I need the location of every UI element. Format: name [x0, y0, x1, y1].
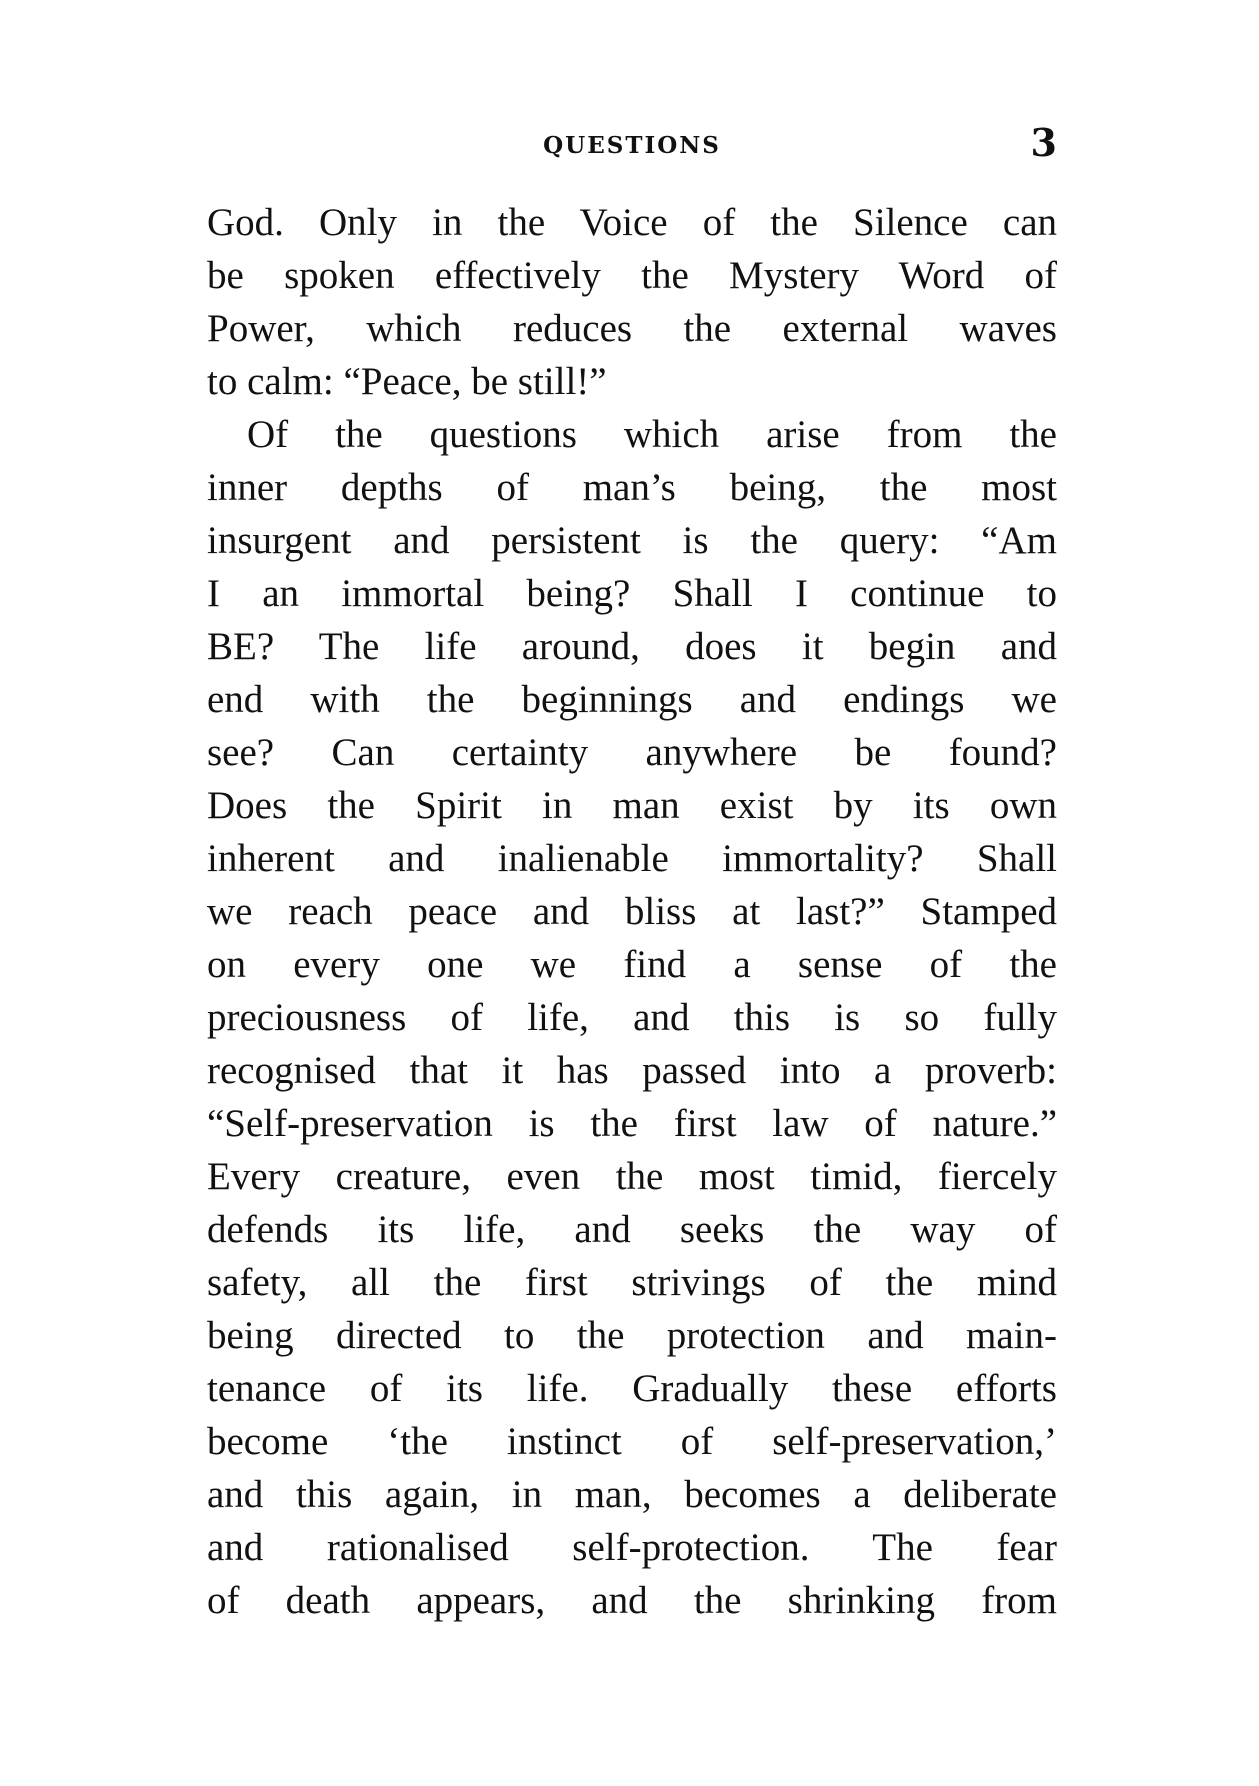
text-line: “Self-preservation is the first law of nature.”	[207, 1102, 1057, 1145]
text-line: God. Only in the Voice of the Silence can	[207, 201, 1057, 244]
page-header	[207, 118, 1057, 178]
text-line: of death appears, and the shrinking from	[207, 1579, 1057, 1622]
paragraph-start-line: Of the questions which arise from the	[247, 413, 1057, 456]
text-line: Every creature, even the most timid, fiercely	[207, 1155, 1057, 1198]
text-line: BE? The life around, does it begin and	[207, 625, 1057, 668]
text-line: we reach peace and bliss at last?” Stamped	[207, 890, 1057, 933]
text-line: see? Can certainty anywhere be found?	[207, 731, 1057, 774]
text-line: insurgent and persistent is the query: “Am	[207, 519, 1057, 562]
text-line: I an immortal being? Shall I continue to	[207, 572, 1057, 615]
text-line: tenance of its life. Gradually these efforts	[207, 1367, 1057, 1410]
text-line: safety, all the first strivings of the mind	[207, 1261, 1057, 1304]
text-line: and rationalised self-protection. The fear	[207, 1526, 1057, 1569]
text-line: to calm: “Peace, be still!”	[207, 360, 607, 403]
text-line: recognised that it has passed into a proverb:	[207, 1049, 1057, 1092]
text-line: Power, which reduces the external waves	[207, 307, 1057, 350]
text-line: preciousness of life, and this is so fully	[207, 996, 1057, 1039]
text-line: become ‘the instinct of self-preservation,’	[207, 1420, 1057, 1463]
page-number: 3	[1030, 120, 1057, 165]
text-line: end with the beginnings and endings we	[207, 678, 1057, 721]
text-line: and this again, in man, becomes a deliberate	[207, 1473, 1057, 1516]
text-line: on every one we find a sense of the	[207, 943, 1057, 986]
text-line: inner depths of man’s being, the most	[207, 466, 1057, 509]
text-line: inherent and inalienable immortality? Shall	[207, 837, 1057, 880]
text-line: defends its life, and seeks the way of	[207, 1208, 1057, 1251]
text-line: be spoken effectively the Mystery Word of	[207, 254, 1057, 297]
running-head: QUESTIONS	[543, 132, 721, 159]
text-line: being directed to the protection and main-	[207, 1314, 1057, 1357]
text-line: Does the Spirit in man exist by its own	[207, 784, 1057, 827]
body-text	[207, 196, 1057, 1627]
